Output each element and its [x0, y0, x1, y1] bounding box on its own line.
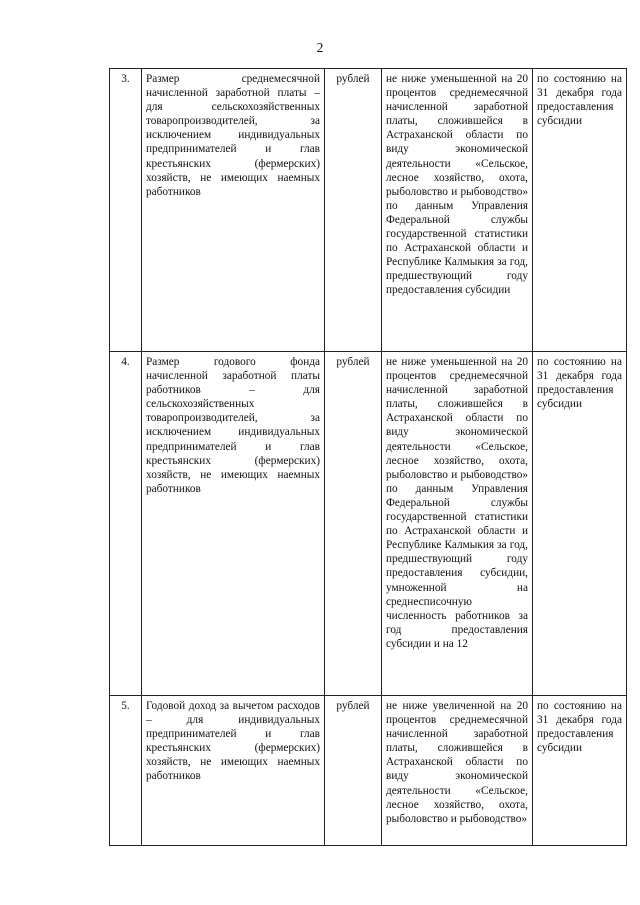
- row-number: 5.: [110, 696, 142, 846]
- indicator-value: не ниже увеличенной на 20 процентов среднемесячной начисленной заработной платы, сложившейся в Астраханской области по виду экономической деятельности «Сельское, лесное хозяйство, охота, рыболовство и рыбоводство»: [382, 696, 533, 846]
- unit-of-measure: рублей: [325, 696, 382, 846]
- indicator-name: Размер среднемесячной начисленной заработной платы – для сельскохозяйственных товаропроизводителей, за исключением индивидуальных предпринимателей и глав крестьянских (фермерских) хозяйств, не имеющих наемных работников: [142, 69, 325, 352]
- page-number: 2: [316, 40, 324, 55]
- indicator-name: Годовой доход за вычетом расходов – для индивидуальных предпринимателей и глав крестьянских (фермерских) хозяйств, не имеющих наемных работников: [142, 696, 325, 846]
- unit-of-measure: рублей: [325, 69, 382, 352]
- unit-of-measure: рублей: [325, 352, 382, 696]
- table-row: [110, 696, 627, 846]
- reference-date: по состоянию на 31 декабря года предоставления субсидии: [533, 69, 627, 352]
- table-row: [110, 69, 627, 352]
- criteria-table: [109, 68, 627, 846]
- indicator-value: не ниже уменьшенной на 20 процентов среднемесячной начисленной заработной платы, сложившейся в Астраханской области по виду экономической деятельности «Сельское, лесное хозяйство, охота, рыболовство и рыбоводство» по данным Управления Федеральной службы государственной статистики по Астраханской области и Республике Калмыкия за год, предшествующий году предоставления субсидии: [382, 69, 533, 352]
- indicator-value: не ниже уменьшенной на 20 процентов среднемесячной начисленной заработной платы, сложившейся в Астраханской области по виду экономической деятельности «Сельское, лесное хозяйство, охота, рыболовство и рыбоводство» по данным Управления Федеральной службы государственной статистики по Астраханской области и Республике Калмыкия за год, предшествующий году предоставления субсидии, умноженной на среднесписочную численность работников за год предоставления субсидии и на 12: [382, 352, 533, 696]
- reference-date: по состоянию на 31 декабря года предоставления субсидии: [533, 696, 627, 846]
- table-row: [110, 352, 627, 696]
- indicator-name: Размер годового фонда начисленной заработной платы работников – для сельскохозяйственных товаропроизводителей, за исключением индивидуальных предпринимателей и глав крестьянских (фермерских) хозяйств, не имеющих наемных работников: [142, 352, 325, 696]
- reference-date: по состоянию на 31 декабря года предоставления субсидии: [533, 352, 627, 696]
- row-number: 4.: [110, 352, 142, 696]
- row-number: 3.: [110, 69, 142, 352]
